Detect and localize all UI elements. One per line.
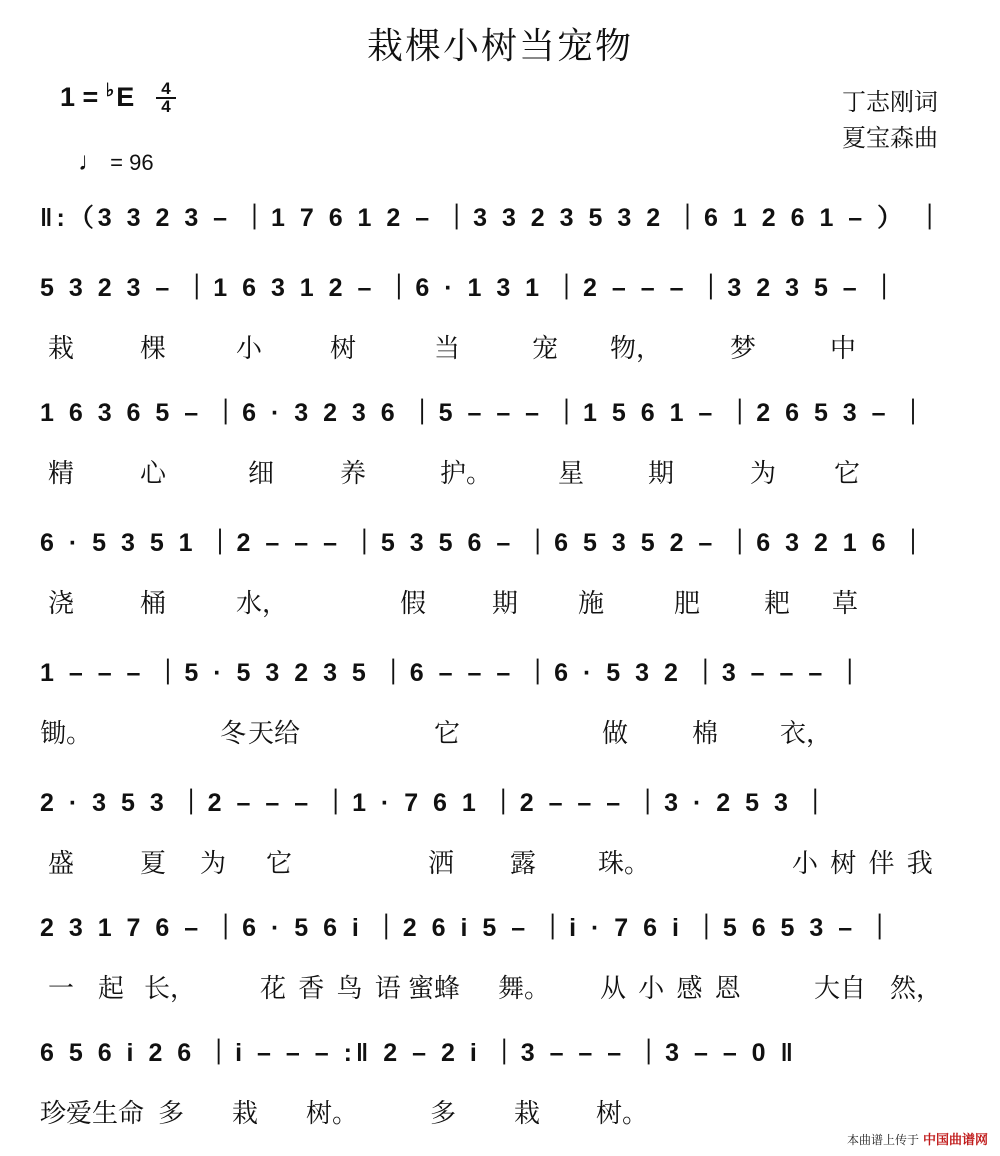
lyric-word: 做 [602, 719, 629, 749]
flat-symbol: ♭ [105, 80, 115, 100]
lyric-word: 为 [750, 459, 777, 489]
lyric-word: 它 [834, 459, 861, 489]
lyric-word: 棉 [692, 719, 719, 749]
upload-text: 本曲谱上传于 [846, 1133, 919, 1147]
lyric-word: 期 [648, 459, 675, 489]
key-signature [60, 80, 134, 113]
lyric-word: 树。 [306, 1099, 359, 1129]
lyric-word: 舞。 [498, 974, 551, 1004]
lyric-word: 施 [578, 589, 605, 619]
lyric-word: 宠 [532, 334, 559, 364]
key-prefix: 1 = [60, 82, 106, 112]
lyric-word: 耙 [764, 589, 791, 619]
notation-line: 1 – – – ｜5 · 5 3 2 3 5 ｜6 – – – ｜6 · 5 3 2 ｜3 – – – ｜ [40, 659, 867, 687]
lyric-word: 梦 [730, 334, 757, 364]
notation-line: 5 3 2 3 – ｜1 6 3 1 2 – ｜6 · 1 3 1 ｜2 – – – ｜3 2 3 5 – ｜ [40, 274, 901, 302]
lyric-word: 栽 [514, 1099, 541, 1129]
lyric-word: 天给 [248, 719, 301, 749]
time-signature-bottom: 4 [161, 97, 171, 116]
lyric-word: 衣， [780, 719, 833, 749]
lyric-word: 树 [330, 334, 357, 364]
notation-line: 2 3 1 7 6 – ｜6 · 5 6 i ｜2 6 i 5 – ｜i · 7 6 i ｜5 6 5 3 – ｜ [40, 914, 897, 942]
key-letter: E [116, 82, 135, 112]
lyric-word: 蜜蜂 [408, 974, 461, 1004]
lyric-word: 小 [236, 334, 263, 364]
notation-line: 6 5 6 i 2 6 ｜i – – – :‖ 2 – 2 i ｜3 – – – ｜3 – – 0 ‖ [40, 1039, 797, 1067]
lyric-word: 多 [430, 1099, 457, 1129]
lyric-word: 棵 [140, 334, 167, 364]
lyric-word: 养 [340, 459, 367, 489]
lyric-word: 栽 [48, 334, 75, 364]
lyric-word: 大自 [814, 974, 867, 1004]
lyric-word: 珠。 [598, 849, 651, 879]
lyric-word: 心 [140, 459, 167, 489]
lyric-word: 一 [48, 974, 75, 1004]
notation-line: 6 · 5 3 5 1 ｜2 – – – ｜5 3 5 6 – ｜6 5 3 5 2 – ｜6 3 2 1 6 ｜ [40, 529, 930, 557]
lyric-word: 冬 [220, 719, 247, 749]
lyric-word: 肥 [674, 589, 701, 619]
lyric-word: 从 小 感 恩 [600, 974, 743, 1004]
lyric-word: 花 香 鸟 语 [260, 974, 403, 1004]
lyric-word: 桶 [140, 589, 167, 619]
lyric-word: 当 [434, 334, 461, 364]
lyrics-line [40, 713, 960, 749]
lyric-word: 中 [830, 334, 857, 364]
notation-line: ‖:（3 3 2 3 – ｜1 7 6 1 2 – ｜3 3 2 3 5 3 2 ｜6 1 2 6 1 – ） ｜ [40, 204, 947, 232]
lyric-word: 然， [890, 974, 943, 1004]
lyrics-line [40, 453, 960, 489]
quarter-note-icon: ♩ [78, 146, 104, 176]
lyric-word: 栽 [232, 1099, 259, 1129]
lyric-word: 多 [158, 1099, 185, 1129]
lyric-word: 为 [200, 849, 227, 879]
lyric-word: 期 [492, 589, 519, 619]
lyric-word: 它 [434, 719, 461, 749]
lyric-word: 细 [248, 459, 275, 489]
lyric-word: 露 [510, 849, 537, 879]
lyrics-line [40, 583, 960, 619]
time-signature-top: 4 [161, 79, 171, 98]
tempo-value: = 96 [110, 150, 154, 175]
lyric-word: 洒 [428, 849, 455, 879]
lyric-word: 起 [98, 974, 125, 1004]
song-title: 栽棵小树当宠物 [366, 26, 633, 67]
lyric-word: 锄。 [40, 719, 93, 749]
lyric-word: 精 [48, 459, 75, 489]
lyrics-line [40, 328, 960, 364]
footer [847, 1129, 988, 1148]
lyric-word: 盛 [48, 849, 75, 879]
lyrics-line [40, 1093, 960, 1129]
lyricist: 丁志刚词 [842, 88, 938, 116]
lyric-word: 树。 [596, 1099, 649, 1129]
credits [842, 84, 938, 156]
lyric-word: 浇 [48, 589, 75, 619]
lyrics-line [40, 843, 960, 879]
lyric-word: 水， [236, 589, 289, 619]
time-signature [156, 79, 176, 116]
lyric-word: 假 [400, 589, 427, 619]
lyrics-line [40, 968, 960, 1004]
notation-line: 1 6 3 6 5 – ｜6 · 3 2 3 6 ｜5 – – – ｜1 5 6 1 – ｜2 6 5 3 – ｜ [40, 399, 930, 427]
lyric-word: 珍爱生命 [40, 1099, 145, 1129]
lyric-word: 小 树 伴 我 [792, 849, 935, 879]
tempo-marking [78, 146, 154, 177]
composer: 夏宝森曲 [842, 124, 938, 152]
lyric-word: 草 [832, 589, 859, 619]
lyric-word: 物， [610, 334, 663, 364]
lyric-word: 长， [144, 974, 197, 1004]
lyric-word: 夏 [140, 849, 167, 879]
lyric-word: 星 [558, 459, 585, 489]
lyric-word: 它 [266, 849, 293, 879]
lyric-word: 护。 [440, 459, 493, 489]
site-logo: 中国曲谱网 [922, 1132, 988, 1147]
notation-line: 2 · 3 5 3 ｜2 – – – ｜1 · 7 6 1 ｜2 – – – ｜3 · 2 5 3 ｜ [40, 789, 832, 817]
